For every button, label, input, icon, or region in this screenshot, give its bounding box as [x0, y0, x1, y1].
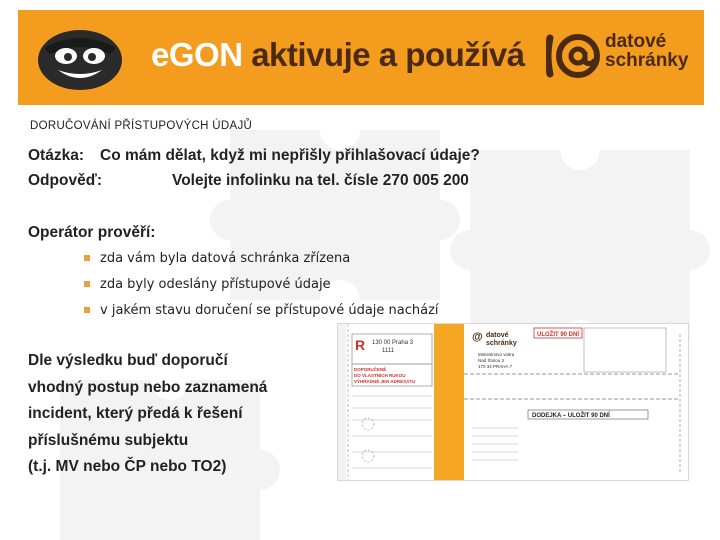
form-recipient-1: Ministerstvo vnitra [478, 352, 515, 357]
list-item-text: zda vám byla datová schránka zřízena [100, 251, 351, 266]
form-logo-2: schránky [486, 340, 517, 347]
brand-prefix: eGON [151, 36, 243, 73]
list-item-text: zda byly odeslány přístupové údaje [100, 277, 331, 292]
result-line: (t.j. MV nebo ČP nebo TO2) [28, 458, 227, 475]
envelope-form-drawing [338, 324, 688, 480]
form-red-2: DO VLASTNÍCH RUKOU [354, 373, 406, 378]
envelope-form-image [337, 323, 689, 481]
list-item [84, 250, 439, 276]
answer-row [28, 172, 469, 190]
bullet-icon [84, 255, 90, 261]
result-line: Dle výsledku buď doporučí [28, 352, 228, 369]
result-line: incident, který předá k řešení [28, 405, 243, 422]
answer-text: Volejte infolinku na tel. čísle 270 005 200 [172, 172, 469, 189]
form-logo-at-icon: @ [472, 331, 483, 343]
result-paragraph [28, 348, 328, 481]
form-receipt-label: DODEJKA – ULOŽIT 90 DNÍ [532, 413, 610, 419]
bullet-icon [84, 281, 90, 287]
section-label: DORUČOVÁNÍ PŘÍSTUPOVÝCH ÚDAJŮ [30, 120, 253, 132]
operator-heading: Operátor prověří: [28, 224, 156, 241]
form-address-2: 1111 [382, 348, 395, 354]
form-recipient-3: 170 34 PRAHA 7 [478, 364, 513, 369]
form-r-mark: R [355, 337, 366, 353]
form-red-3: VÝHRADNĚ JEN ADRESÁTU [354, 379, 416, 384]
question-row [28, 147, 480, 165]
result-line: vhodný postup nebo zaznamená [28, 378, 268, 396]
form-address-1: 130 00 Praha 3 [372, 340, 414, 346]
result-line: příslušnému subjektu [28, 431, 189, 449]
question-label: Otázka: [28, 147, 84, 164]
form-recipient-2: Nad Štolou 3 [478, 358, 505, 363]
question-text: Co mám dělat, když mi nepřišly přihlašovací údaje? [100, 147, 480, 164]
logo-line-2: schránky [605, 50, 689, 71]
list-item [84, 276, 439, 302]
form-logo-1: datové [486, 332, 509, 339]
form-red-1: DOPORUČENĚ [354, 367, 387, 372]
logo-line-1: datové [605, 31, 667, 52]
form-store-label: ULOŽIT 90 DNÍ [537, 332, 580, 338]
answer-label: Odpověď: [28, 172, 103, 189]
list-item-text: v jakém stavu doručení se přístupové údaje nachází [100, 303, 439, 318]
bullet-icon [84, 307, 90, 313]
brand-tagline: aktivuje a používá [242, 36, 525, 73]
check-list [84, 250, 439, 328]
